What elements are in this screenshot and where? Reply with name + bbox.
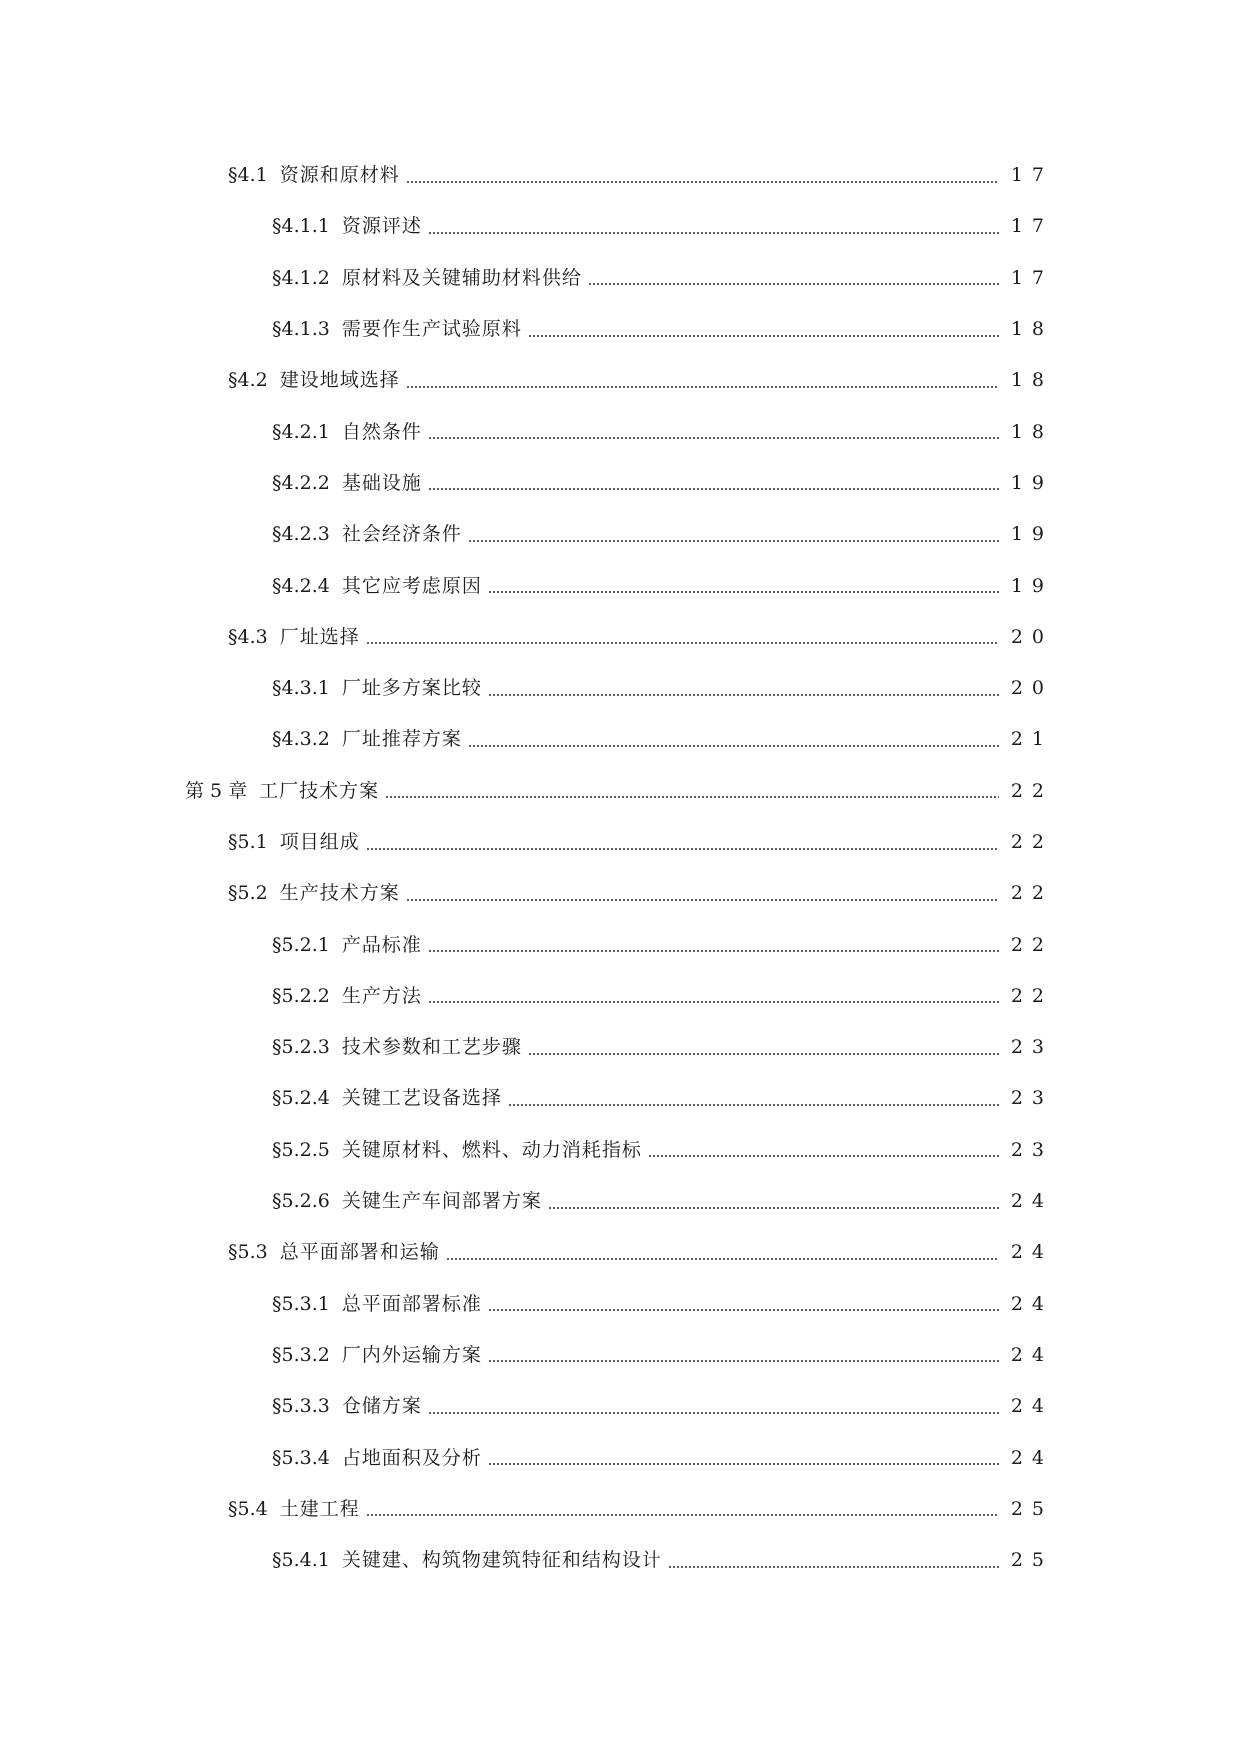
toc-entry-title: 关键生产车间部署方案 <box>341 1190 542 1213</box>
toc-entry-page: 20 <box>1010 625 1053 648</box>
toc-entry[interactable] <box>0 150 1241 201</box>
toc-entry-number: §4.2.2 <box>272 471 330 494</box>
toc-entry[interactable] <box>0 201 1241 252</box>
toc-entry-number: §4.3.1 <box>272 677 330 700</box>
toc-entry-title: 厂内外运输方案 <box>341 1343 482 1366</box>
dot-leader <box>428 1412 999 1414</box>
toc-entry-page: 24 <box>1010 1343 1053 1366</box>
dot-leader <box>488 1360 999 1362</box>
toc-entry-number: §4.2.3 <box>272 523 330 546</box>
toc-entry-number: §5.4.1 <box>272 1549 330 1572</box>
toc-entry-page: 22 <box>1010 831 1053 853</box>
dot-leader <box>428 437 999 439</box>
toc-entry[interactable] <box>0 612 1241 663</box>
toc-entry[interactable] <box>0 458 1241 509</box>
toc-entry-page: 24 <box>1010 1446 1053 1469</box>
toc-entry-title: 资源评述 <box>341 215 422 238</box>
toc-entry-number: §4.1.3 <box>272 318 330 341</box>
dot-leader <box>588 283 999 285</box>
dot-leader <box>366 1514 999 1516</box>
toc-entry[interactable] <box>0 663 1241 714</box>
toc-entry-number: §5.2.2 <box>272 984 330 1007</box>
dot-leader <box>468 745 999 747</box>
toc-entry[interactable] <box>0 1227 1241 1278</box>
toc-entry-page: 23 <box>1010 1138 1053 1161</box>
toc-entry-number: §5.1 <box>228 831 268 853</box>
toc-entry[interactable] <box>0 509 1241 560</box>
toc-entry-page: 22 <box>1010 933 1053 956</box>
dot-leader <box>446 1258 999 1260</box>
toc-entry-title: 工厂技术方案 <box>259 779 380 802</box>
toc-entry[interactable] <box>0 406 1241 457</box>
toc-entry-page: 23 <box>1010 1087 1053 1110</box>
toc-entry-number: §4.3 <box>228 625 268 648</box>
toc-entry-page: 23 <box>1010 1036 1053 1059</box>
toc-entry[interactable] <box>0 1484 1241 1535</box>
toc-entry-number: §4.2.1 <box>272 420 330 443</box>
toc-entry-page: 19 <box>1010 574 1053 597</box>
toc-entry-number: 第 5 章 <box>185 779 248 802</box>
dot-leader <box>528 335 999 337</box>
toc-entry-number: §5.3.2 <box>272 1343 330 1366</box>
toc-entry-title: 厂址多方案比较 <box>341 677 482 700</box>
toc-entry[interactable] <box>0 560 1241 611</box>
dot-leader <box>428 950 999 952</box>
toc-entry-number: §5.3.4 <box>272 1446 330 1469</box>
toc-entry-page: 17 <box>1010 266 1053 289</box>
toc-entry-title: 建设地域选择 <box>279 369 400 392</box>
toc-entry[interactable] <box>0 919 1241 970</box>
toc-entry[interactable] <box>0 253 1241 304</box>
toc-entry-page: 24 <box>1010 1190 1053 1213</box>
dot-leader <box>528 1053 999 1055</box>
toc-entry-title: 自然条件 <box>341 420 422 443</box>
dot-leader <box>488 694 999 696</box>
toc-entry-title: 社会经济条件 <box>341 523 462 546</box>
toc-entry-page: 18 <box>1010 318 1053 341</box>
dot-leader <box>366 848 999 850</box>
toc-entry-number: §4.1 <box>228 164 268 187</box>
toc-entry[interactable] <box>0 1279 1241 1330</box>
toc-entry-number: §5.2.3 <box>272 1036 330 1059</box>
toc-entry-number: §5.2 <box>228 882 268 905</box>
toc-entry-number: §5.3.3 <box>272 1395 330 1418</box>
toc-entry-title: 需要作生产试验原料 <box>341 318 522 341</box>
dot-leader <box>648 1155 999 1157</box>
toc-entry[interactable] <box>0 1330 1241 1381</box>
toc-entry[interactable] <box>0 1073 1241 1124</box>
toc-entry-title: 其它应考虑原因 <box>341 574 482 597</box>
toc-entry[interactable] <box>0 1432 1241 1483</box>
toc-entry-title: 技术参数和工艺步骤 <box>341 1036 522 1059</box>
toc-entry-title: 原材料及关键辅助材料供给 <box>341 266 582 289</box>
toc-entry-page: 24 <box>1010 1292 1053 1315</box>
dot-leader <box>428 232 999 234</box>
toc-entry-title: 厂址推荐方案 <box>341 728 462 751</box>
toc-entry[interactable] <box>0 304 1241 355</box>
toc-entry[interactable] <box>0 1381 1241 1432</box>
toc-entry-number: §5.3.1 <box>272 1292 330 1315</box>
toc-entry-title: 总平面部署和运输 <box>279 1241 440 1264</box>
toc-entry-number: §5.4 <box>228 1497 268 1520</box>
toc-entry[interactable] <box>0 971 1241 1022</box>
toc-entry[interactable] <box>0 1535 1241 1586</box>
dot-leader <box>488 591 999 593</box>
toc-entry[interactable] <box>0 1125 1241 1176</box>
toc-entry[interactable] <box>0 1022 1241 1073</box>
toc-entry-page: 18 <box>1010 420 1053 443</box>
toc-entry-title: 土建工程 <box>279 1497 360 1520</box>
toc-entry-page: 17 <box>1010 164 1053 187</box>
toc-entry-page: 22 <box>1010 984 1053 1007</box>
toc-entry-page: 18 <box>1010 369 1053 392</box>
toc-entry-title: 总平面部署标准 <box>341 1292 482 1315</box>
dot-leader <box>668 1566 999 1568</box>
dot-leader <box>406 181 999 183</box>
toc-entry-page: 24 <box>1010 1241 1053 1264</box>
toc-entry[interactable] <box>0 817 1241 868</box>
toc-entry-number: §4.2.4 <box>272 574 330 597</box>
toc-entry-title: 厂址选择 <box>279 625 360 648</box>
toc-entry-page: 19 <box>1010 471 1053 494</box>
toc-entry-page: 21 <box>1010 728 1053 751</box>
toc-entry-number: §5.2.1 <box>272 933 330 956</box>
toc-entry-title: 关键建、构筑物建筑特征和结构设计 <box>341 1549 662 1572</box>
toc-entry-page: 24 <box>1010 1395 1053 1418</box>
dot-leader <box>406 899 999 901</box>
table-of-contents <box>0 150 1241 1586</box>
dot-leader <box>488 1463 999 1465</box>
toc-entry-page: 17 <box>1010 215 1053 238</box>
toc-entry-number: §4.1.2 <box>272 266 330 289</box>
toc-entry[interactable] <box>0 714 1241 765</box>
dot-leader <box>428 1001 999 1003</box>
dot-leader <box>406 386 999 388</box>
toc-entry-number: §4.1.1 <box>272 215 330 238</box>
toc-entry-number: §4.2 <box>228 369 268 392</box>
dot-leader <box>548 1207 999 1209</box>
toc-entry-title: 占地面积及分析 <box>341 1446 482 1469</box>
dot-leader <box>508 1104 999 1106</box>
dot-leader <box>385 796 999 798</box>
toc-entry-number: §4.3.2 <box>272 728 330 751</box>
toc-entry-title: 仓储方案 <box>341 1395 422 1418</box>
toc-entry-title: 生产技术方案 <box>279 882 400 905</box>
toc-entry-title: 关键原材料、燃料、动力消耗指标 <box>341 1138 642 1161</box>
toc-entry[interactable] <box>0 355 1241 406</box>
toc-entry-title: 生产方法 <box>341 984 422 1007</box>
toc-entry[interactable] <box>0 868 1241 919</box>
toc-entry-page: 20 <box>1010 677 1053 700</box>
dot-leader <box>468 540 999 542</box>
toc-entry-page: 25 <box>1010 1549 1053 1572</box>
dot-leader <box>428 488 999 490</box>
dot-leader <box>488 1309 999 1311</box>
toc-entry[interactable] <box>0 766 1241 817</box>
toc-entry-title: 产品标准 <box>341 933 422 956</box>
toc-entry-page: 22 <box>1010 779 1053 802</box>
toc-entry-number: §5.2.6 <box>272 1190 330 1213</box>
dot-leader <box>366 642 999 644</box>
toc-entry-number: §5.3 <box>228 1241 268 1264</box>
toc-entry-title: 项目组成 <box>279 831 360 853</box>
toc-entry-number: §5.2.4 <box>272 1087 330 1110</box>
toc-entry-page: 22 <box>1010 882 1053 905</box>
toc-entry-page: 19 <box>1010 523 1053 546</box>
toc-entry-title: 资源和原材料 <box>279 164 400 187</box>
toc-entry-page: 25 <box>1010 1497 1053 1520</box>
toc-entry-title: 基础设施 <box>341 471 422 494</box>
toc-entry-title: 关键工艺设备选择 <box>341 1087 502 1110</box>
toc-entry-number: §5.2.5 <box>272 1138 330 1161</box>
toc-entry[interactable] <box>0 1176 1241 1227</box>
